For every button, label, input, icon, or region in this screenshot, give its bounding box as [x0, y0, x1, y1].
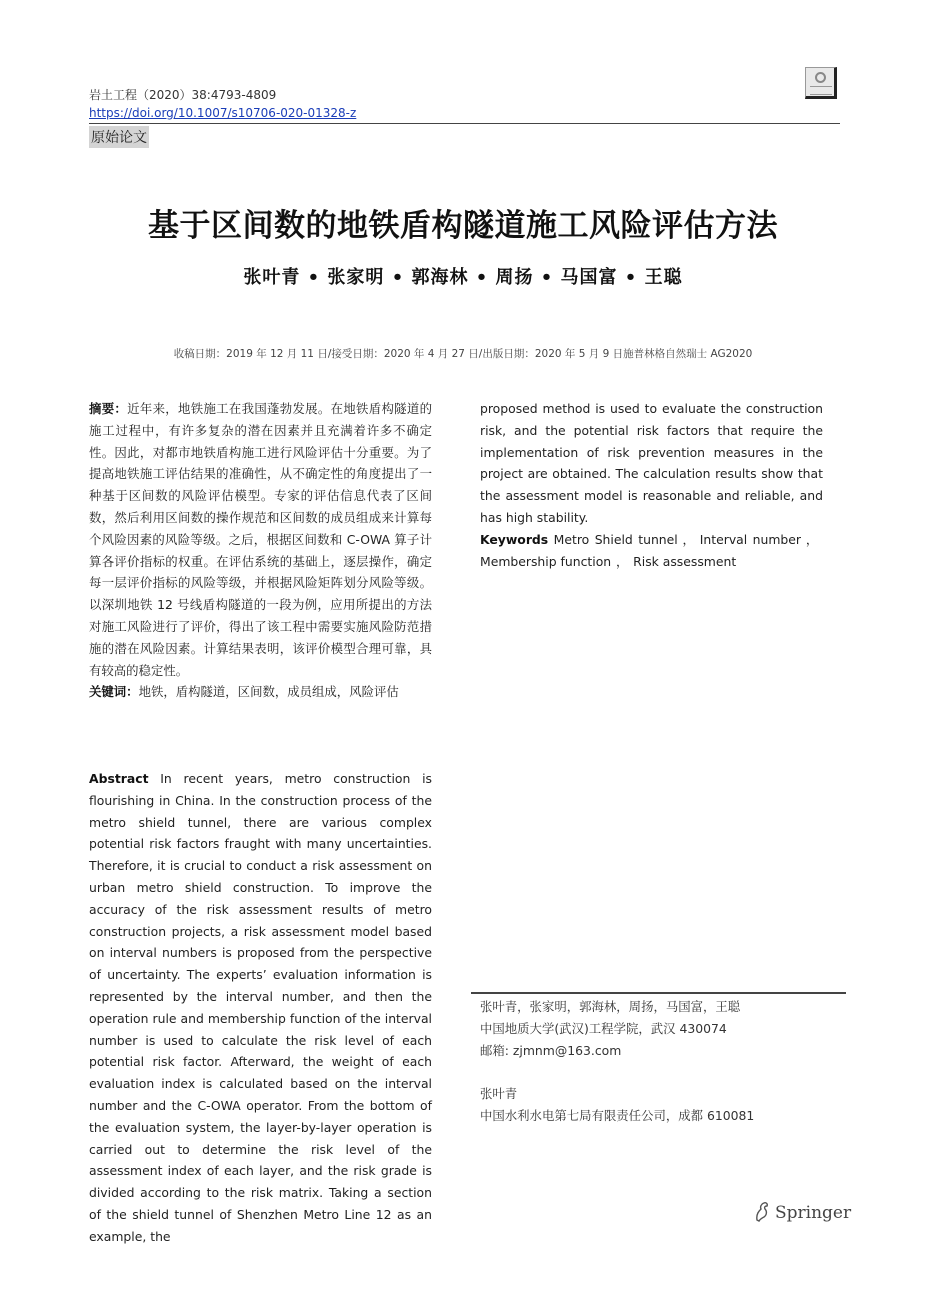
affiliation-block-2 [480, 1083, 840, 1127]
springer-horse-icon [753, 1200, 771, 1222]
keywords-en-label: Keywords [480, 531, 549, 547]
check-for-updates-icon[interactable] [805, 67, 837, 99]
keyword-separator: ， [805, 531, 819, 547]
abstract-cn [89, 398, 432, 681]
keywords-cn [89, 681, 432, 703]
keyword-item: Metro Shield tunnel [553, 531, 678, 547]
abstract-en [89, 768, 432, 1248]
affiliation-institution: 中国地质大学(武汉)工程学院，武汉 430074 [480, 1020, 727, 1036]
affiliation-names: 张叶青 [480, 1086, 518, 1101]
abstract-en-text-right: proposed method is used to evaluate the construction risk, and the potential risk factors that require the implementation of risk prevention measures in the project are obtained. The calculation results show that the assessment model is reasonable and reliable, and has high stability. [480, 401, 823, 525]
author-list: 张叶青 • 张家明 • 郭海林 • 周扬 • 马国富 • 王聪 [243, 267, 683, 288]
affiliation-institution: 中国水利水电第七局有限责任公司，成都 610081 [480, 1107, 755, 1123]
keywords-cn-text: 地铁，盾构隧道，区间数，成员组成，风险评估 [138, 684, 399, 700]
affiliation-divider [471, 992, 846, 994]
abstract-en-label: Abstract [89, 771, 149, 786]
abstract-en-block [89, 768, 432, 1248]
abstract-cn-label: 摘要： [89, 401, 128, 416]
affiliation-names: 张叶青，张家明，郭海林，周扬，马国富，王聪 [480, 999, 741, 1014]
affiliation-block-1 [480, 996, 840, 1061]
doi-link[interactable]: https://doi.org/10.1007/s10706-020-01328-z [89, 106, 357, 120]
abstract-cn-text: 近年来，地铁施工在我国蓬勃发展。在地铁盾构隧道的施工过程中，有许多复杂的潜在因素并且充满着许多不确定性。因此，对都市地铁盾构施工进行风险评估十分重要。为了提高地铁施工评估结果的准确性，从不确定性的角度提出了一种基于区间数的风险评估模型。专家的评估信息代表了区间数，然后利用区间数的操作规范和区间数的成员组成来计算每个风险因素的风险等级。之后，根据区间数和 C-OWA 算子计算各评价指标的权重。在评估系统的基础上，逐层操作，确定每一层评价指标的风险等级，并根据风险矩阵划分风险等级。以深圳地铁 12 号线盾构隧道的一段为例，应用所提出的方法对施工风险进行了评价，得出了该工程中需要实施风险防范措施的潜在风险因素。计算结果表明，该评价模型合理可靠，具有较高的稳定性。 [89, 401, 433, 678]
article-type-label: 原始论文 [89, 126, 149, 148]
keywords-en [480, 529, 823, 573]
keyword-item: Risk assessment [633, 553, 737, 569]
header-divider [89, 123, 840, 124]
journal-citation: 岩土工程（2020）38:4793-4809 [89, 88, 277, 102]
keyword-item: Membership function [480, 553, 612, 569]
paper-title: 基于区间数的地铁盾构隧道施工风险评估方法 [148, 208, 778, 244]
keyword-item: Interval number [699, 531, 802, 547]
publisher-logo [753, 1200, 851, 1223]
abstract-en-continued [480, 398, 823, 572]
keywords-cn-label: 关键词： [89, 684, 139, 700]
keyword-separator: ， [682, 531, 695, 547]
keyword-separator: ， [615, 553, 629, 569]
abstract-en-text-left: In recent years, metro construction is flourishing in China. In the construction process of the metro shield tunnel, there are various complex potential risk factors fraught with many uncertainties. Therefore, it is crucial to conduct a risk assessment on urban metro shield construction. To improve the accuracy of the risk assessment results of metro construction projects, a risk assessment model based on interval numbers is proposed from the perspective of uncertainty. The experts’ evaluation information is represented by the interval number, and then the operation rule and membership function of the interval number is used to calculate the risk level of each potential risk factor. Afterward, the weight of each evaluation index is calculated based on the interval number and the C-OWA operator. From the bottom of the evaluation system, the layer-by-layer operation is carried out to determine the risk level of the assessment index of each layer, and the risk grade is divided according to the risk matrix. Taking a section of the shield tunnel of Shenzhen Metro Line 12 as an example, the [89, 771, 432, 1244]
publisher-name: Springer [775, 1203, 852, 1223]
abstract-cn-block [89, 398, 432, 703]
publication-dates: 收稿日期：2019 年 12 月 11 日/接受日期：2020 年 4 月 27 日/出版日期：2020 年 5 月 9 日施普林格自然瑞士 AG2020 [173, 348, 753, 360]
affiliation-email[interactable]: 邮箱: zjmnm@163.com [480, 1042, 622, 1058]
